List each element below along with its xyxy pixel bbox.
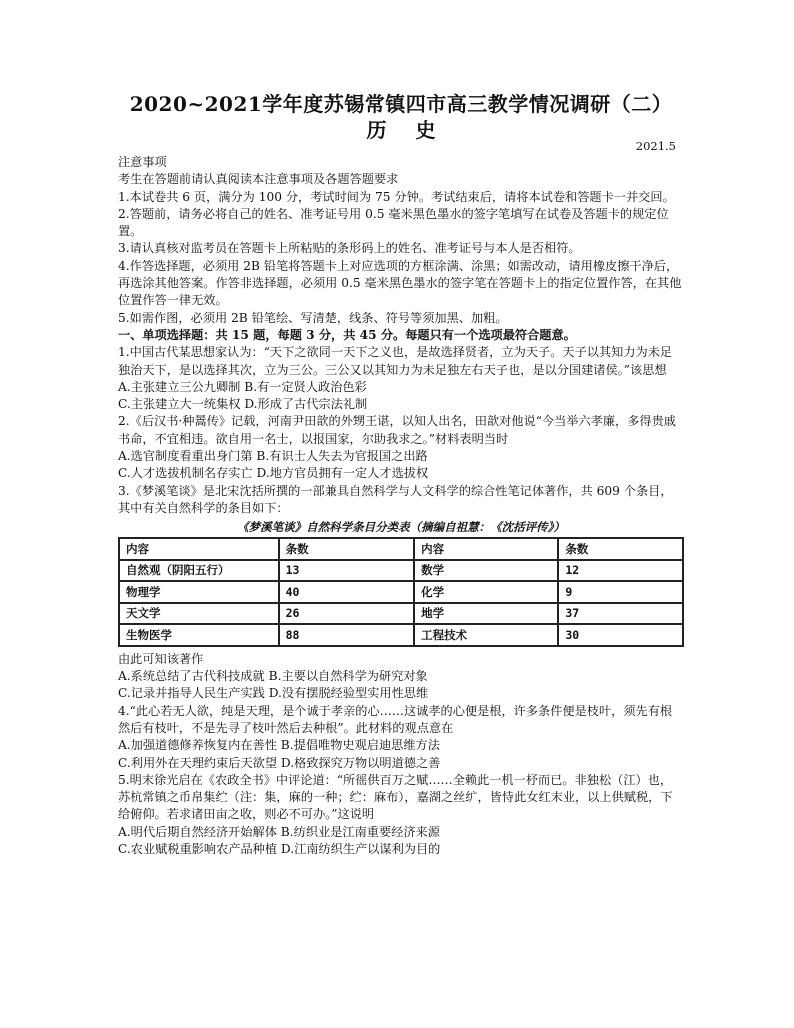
question-3-lead: 由此可知该著作 [118,651,204,666]
notice-item: 5.如需作图，必须用 2B 铅笔绘、写清楚，线条、符号等须加黑、加粗。 [118,310,508,325]
table-row [119,581,683,603]
table-header-cell: 条数 [279,538,415,560]
table-cell: 12 [558,560,683,582]
table-row [119,560,683,582]
table-cell: 数学 [414,560,558,582]
table-cell: 工程技术 [414,624,558,646]
question-1-options-ab: A.主张建立三公九卿制 B.有一定贤人政治色彩 [118,379,367,394]
notice-intro: 考生在答题前请认真阅读本注意事项及各题答题要求 [118,172,399,187]
question-5-stem: 5.明末徐光启在《农政全书》中评论道：“所徭供百万之赋……全赖此一机一杼而已。非独松（江）也，苏杭常镇之币帛集纻（注：集，麻的一种；纻：麻布），嘉湖之丝纩，皆恃此女红末业，以上供赋税，下给俯仰。若求诸田亩之收，则必不可办。”这说明 [118,772,673,822]
question-4-options-ab: A.加强道德修养恢复内在善性 B.提倡唯物史观启迪思维方法 [118,738,440,753]
table-caption: 《梦溪笔谈》自然科学条目分类表（摘编自祖慧：《沈括评传》） [237,520,565,535]
table-cell: 自然观（阴阳五行） [119,560,279,582]
table-cell: 生物医学 [119,624,279,646]
subject-title: 历 史 [366,118,436,142]
question-1-stem: 1.中国古代某思想家认为：“天下之欲同一天下之义也，是故选择贤者，立为天子。天子以其知力为未足独治天下，是以选择其次，立为三公。三公又以其知力为未足独左右天子也，是以分国建诸侯。”该思想 [118,345,673,377]
table-cell: 88 [279,624,415,646]
table-cell: 40 [279,581,415,603]
table-cell: 天文学 [119,603,279,625]
question-3-options-ab: A.系统总结了古代科技成就 B.主要以自然科学为研究对象 [118,669,428,684]
table-header-cell: 条数 [558,538,683,560]
question-2-options-ab: A.选官制度看重出身门第 B.有识士人失去为官报国之出路 [118,449,428,464]
table-cell: 26 [279,603,415,625]
notice-heading: 注意事项 [118,155,167,169]
table-cell: 13 [279,560,415,582]
section-heading: 一、单项选择题：共 15 题，每题 3 分，共 45 分。每题只有一个选项最符合题意。 [118,327,576,342]
table-cell: 9 [558,581,683,603]
question-3-options-cd: C.记录并指导人民生产实践 D.没有摆脱经验型实用性思维 [118,686,429,701]
table-header-row [119,538,683,560]
question-3-stem: 3.《梦溪笔谈》是北宋沈括所撰的一部兼具自然科学与人文科学的综合性笔记体著作，共 609 个条目，其中有关自然科学的条目如下： [118,483,673,515]
table-cell: 37 [558,603,683,625]
science-items-table [118,537,684,647]
question-4-stem: 4.“此心若无人欲，纯是天理，是个诚于孝亲的心……这诚孝的心便是根，许多条件便是枝叶，须先有根然后有枝叶，不是先寻了枝叶然后去种根”。此材料的观点意在 [118,703,673,735]
question-4-options-cd: C.利用外在天理约束后天欲望 D.格致探究万物以明道德之善 [118,755,441,770]
notice-item: 3.请认真核对监考员在答题卡上所粘贴的条形码上的姓名、准考证号与本人是否相符。 [118,241,581,256]
question-2-options-cd: C.人才选拔机制名存实亡 D.地方官员拥有一定人才选拔权 [118,466,429,481]
table-cell: 物理学 [119,581,279,603]
notice-item: 2.答题前，请务必将自己的姓名、准考证号用 0.5 毫米黑色墨水的签字笔填写在试卷及答题卡的规定位置。 [118,206,669,239]
exam-date: 2021.5 [635,139,676,153]
table-header-cell: 内容 [119,538,279,560]
table-header-cell: 内容 [414,538,558,560]
exam-page [118,92,684,858]
table-row [119,603,683,625]
notice-item: 1.本试卷共 6 页，满分为 100 分，考试时间为 75 分钟。考试结束后，请将本试卷和答题卡一并交回。 [118,189,675,204]
exam-title: 2020~2021学年度苏锡常镇四市高三教学情况调研（二） [129,92,673,116]
notice-item: 4.作答选择题，必须用 2B 铅笔将答题卡上对应选项的方框涂满、涂黑；如需改动，请用橡皮擦干净后，再选涂其他答案。作答非选择题，必须用 0.5 毫米黑色墨水的签字笔在答题卡上的指定位置作答，在其他位置作答一律无效。 [118,258,682,308]
table-cell: 化学 [414,581,558,603]
question-5-options-ab: A.明代后期自然经济开始解体 B.纺织业是江南重要经济来源 [118,824,440,839]
table-cell: 地学 [414,603,558,625]
question-2-stem: 2.《后汉书·种暠传》记载，河南尹田歆的外甥王谌，以知人出名，田歆对他说“今当举六孝廉，多得贵戚书命，不宜相违。欲自用一名士，以报国家，尔助我求之。”材料表明当时 [118,414,676,446]
question-1-options-cd: C.主张建立大一统集权 D.形成了古代宗法礼制 [118,397,368,412]
table-row [119,624,683,646]
question-5-options-cd: C.农业赋税重影响农产品种植 D.江南纺织生产以谋利为目的 [118,842,441,856]
table-cell: 30 [558,624,683,646]
